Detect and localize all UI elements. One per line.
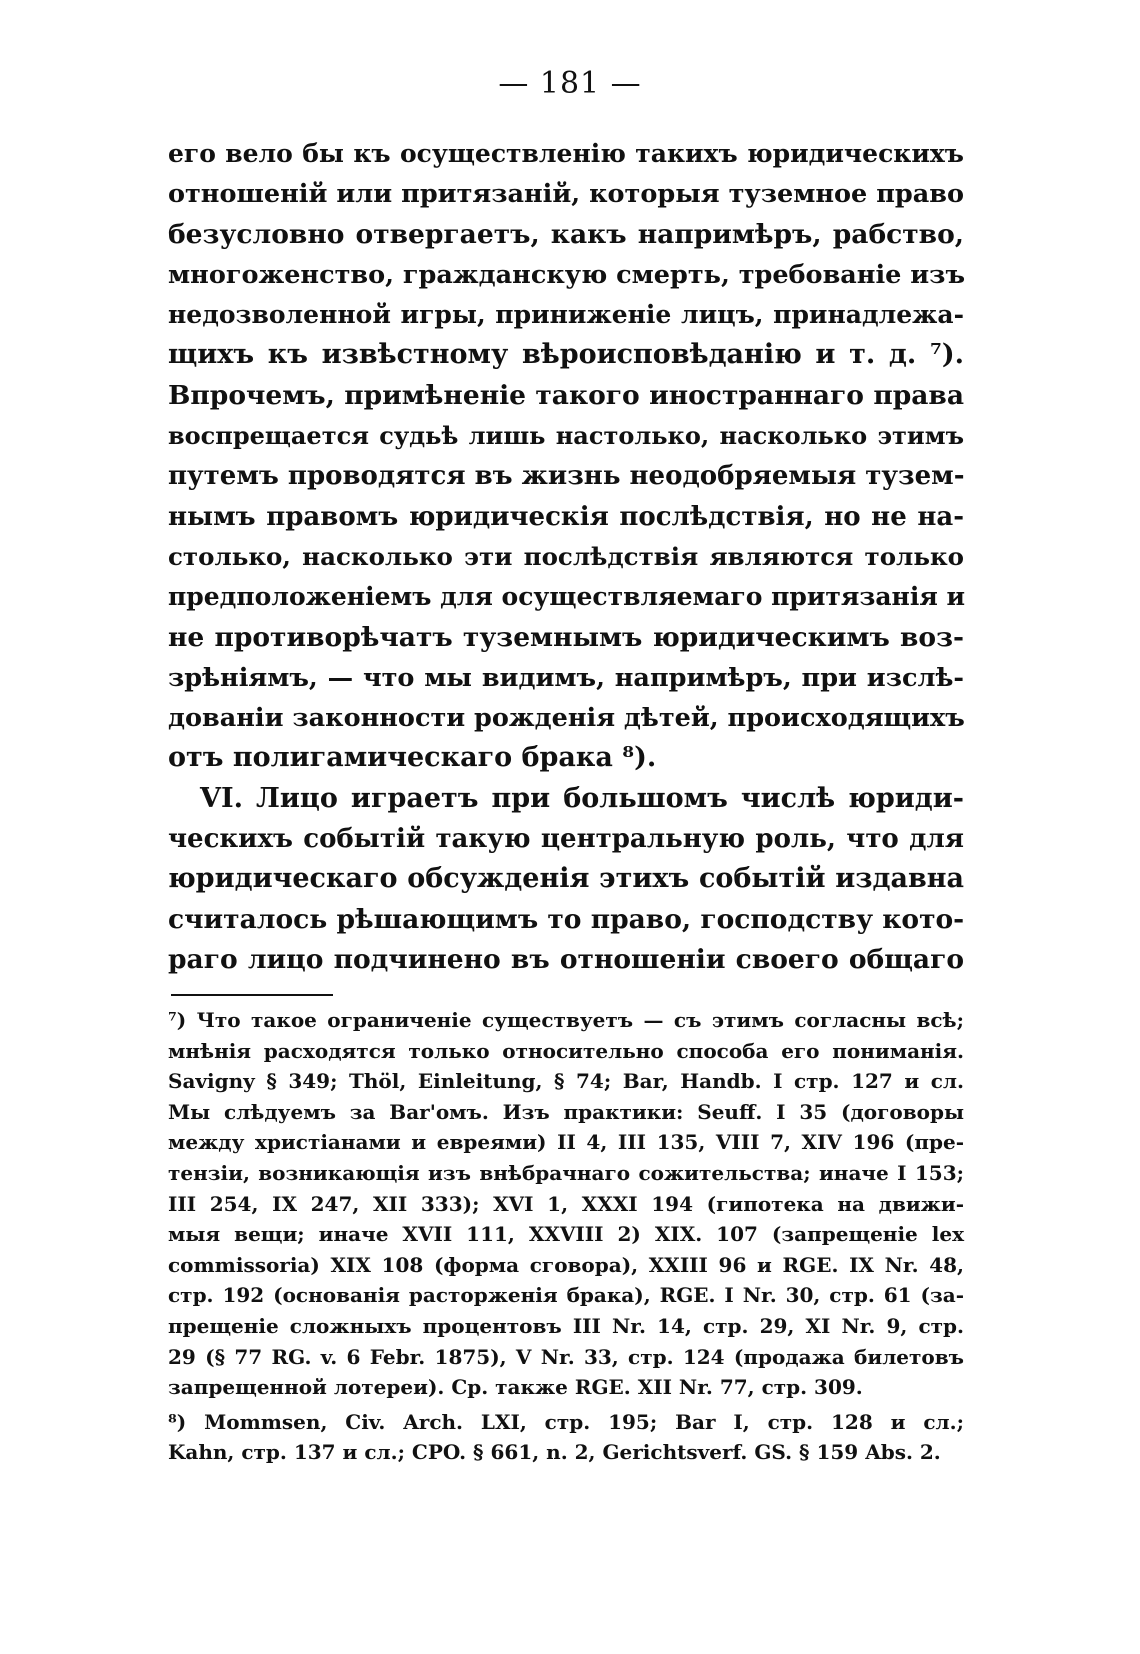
footnote-7-line: Savigny § 349; Thöl, Einleitung, § 74; Bar, Handb. I стр. 127 и сл. <box>168 1069 964 1094</box>
text-line: нымъ правомъ юридическія послѣдствія, но не на- <box>168 501 964 532</box>
section-start-line: VI. Лицо играетъ при большомъ числѣ юриди- <box>200 782 964 814</box>
footnote-7-line: между христіанами и евреями) II 4, III 135, VIII 7, XIV 196 (пре- <box>168 1130 964 1155</box>
text-line: отъ полигамическаго брака ⁸). <box>168 742 657 774</box>
page-number: — 181 — <box>498 66 642 101</box>
text-line: зрѣніямъ, — что мы видимъ, напримѣръ, при изслѣ- <box>168 662 964 693</box>
footnote-7-line: стр. 192 (основанія расторженія брака), RGE. I Nr. 30, стр. 61 (за- <box>168 1283 964 1308</box>
footnote-7-line: ⁷) Что такое ограниченіе существуетъ — съ этимъ согласны всѣ; <box>168 1008 964 1032</box>
text-line: предположеніемъ для осуществляемаго притязанія и <box>168 582 966 612</box>
text-line: Впрочемъ, примѣненіе такого иностраннаго права <box>168 379 964 411</box>
footnotes <box>168 1005 964 1468</box>
footnote-7-line: тензіи, возникающія изъ внѣбрачнаго сожительства; иначе I 153; <box>168 1160 964 1185</box>
text-line: раго лицо подчинено въ отношеніи своего общаго <box>168 943 964 975</box>
footnote-7-line: мыя вещи; иначе XVII 111, XXVIII 2) XIX. 107 (запрещеніе lex <box>168 1222 964 1247</box>
text-line: столько, насколько эти послѣдствія являются только <box>168 541 964 571</box>
text-line: ческихъ событій такую центральную роль, что для <box>168 824 964 855</box>
footnote-separator <box>171 994 333 996</box>
footnote-7-line: запрещенной лотереи). Ср. также RGE. XII Nr. 77, стр. 309. <box>168 1375 863 1400</box>
text-line: его вело бы къ осуществленію такихъ юридическихъ <box>168 139 964 168</box>
footnote-8-line: Kahn, стр. 137 и сл.; CPO. § 661, n. 2, Gerichtsverf. GS. § 159 Abs. 2. <box>168 1440 941 1465</box>
text-line: безусловно отвергаетъ, какъ напримѣръ, рабство, <box>168 218 964 250</box>
main-text <box>168 134 964 980</box>
footnote-7-line: commissoria) XIX 108 (форма сговора), XXIII 96 и RGE. IX Nr. 48, <box>168 1252 964 1277</box>
footnote-7-line: мнѣнія расходятся только относительно способа его пониманія. <box>168 1038 964 1063</box>
footnote-8-line: ⁸) Mommsen, Civ. Arch. LXI, стр. 195; Bar I, стр. 128 и сл.; <box>168 1409 964 1434</box>
text-line: щихъ къ извѣстному вѣроисповѣданію и т. д. ⁷). <box>168 339 964 371</box>
footnote-7-line: прещеніе сложныхъ процентовъ III Nr. 14, стр. 29, XI Nr. 9, стр. <box>168 1313 964 1338</box>
footnote-7-line: Мы слѣдуемъ за Bar'омъ. Изъ практики: Seuff. I 35 (договоры <box>168 1099 964 1124</box>
text-line: дованіи законности рожденія дѣтей, происходящихъ <box>168 703 965 734</box>
text-line: отношеній или притязаній, которыя туземное право <box>168 179 964 210</box>
text-line: юридическаго обсужденія этихъ событій издавна <box>168 863 964 895</box>
footnote-7-line: 29 (§ 77 RG. v. 6 Febr. 1875), V Nr. 33, стр. 124 (продажа билетовъ <box>168 1344 964 1369</box>
text-line: не противорѣчатъ туземнымъ юридическимъ воз- <box>168 621 964 653</box>
text-line: недозволенной игры, приниженіе лицъ, принадлежа- <box>168 300 964 330</box>
text-line: многоженство, гражданскую смерть, требованіе изъ <box>168 259 966 290</box>
text-line: путемъ проводятся въ жизнь неодобряемыя тузем- <box>168 461 965 492</box>
text-line: считалось рѣшающимъ то право, господству кото- <box>168 903 965 935</box>
text-line: воспрещается судьѣ лишь настолько, насколько этимъ <box>168 421 964 451</box>
footnote-7-line: III 254, IX 247, XII 333); XVI 1, XXXI 194 (гипотека на движи- <box>168 1191 964 1216</box>
